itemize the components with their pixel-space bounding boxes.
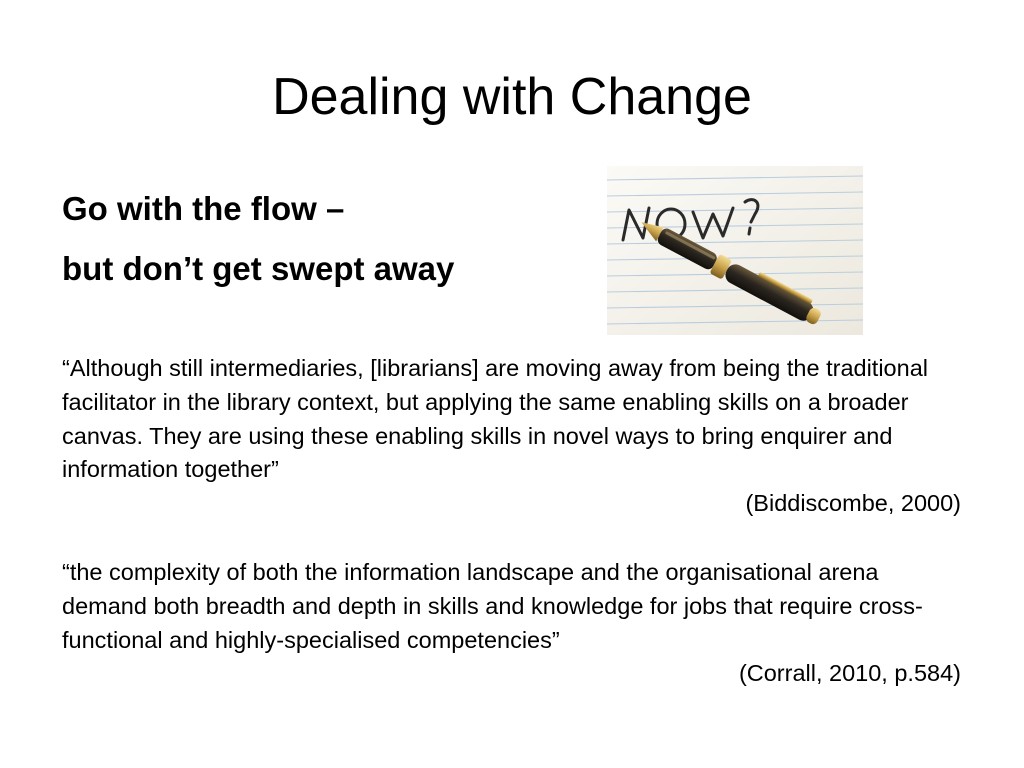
- quote-text: “the complexity of both the information landscape and the organisational arena demand both breadth and depth in skills and knowledge for jobs that require cross-functional and highly-specialised competencies”: [62, 559, 923, 653]
- subhead-line-1: Go with the flow –: [62, 190, 345, 227]
- now-pen-photo: [607, 166, 863, 335]
- quote-text: “Although still intermediaries, [librarians] are moving away from being the traditional facilitator in the library context, but applying the same enabling skills on a broader canvas. They are using these enabling skills in novel ways to bring enquirer and information together”: [62, 355, 928, 483]
- quote-citation: (Biddiscombe, 2000): [745, 490, 961, 517]
- now-pen-illustration: [607, 166, 863, 335]
- subhead-line-2: but don’t get swept away: [62, 250, 455, 287]
- quote-citation: (Corrall, 2010, p.584): [738, 660, 961, 687]
- quote-corrall: [62, 556, 967, 691]
- quote-biddiscombe: [62, 352, 967, 521]
- slide-title: Dealing with Change: [272, 68, 752, 126]
